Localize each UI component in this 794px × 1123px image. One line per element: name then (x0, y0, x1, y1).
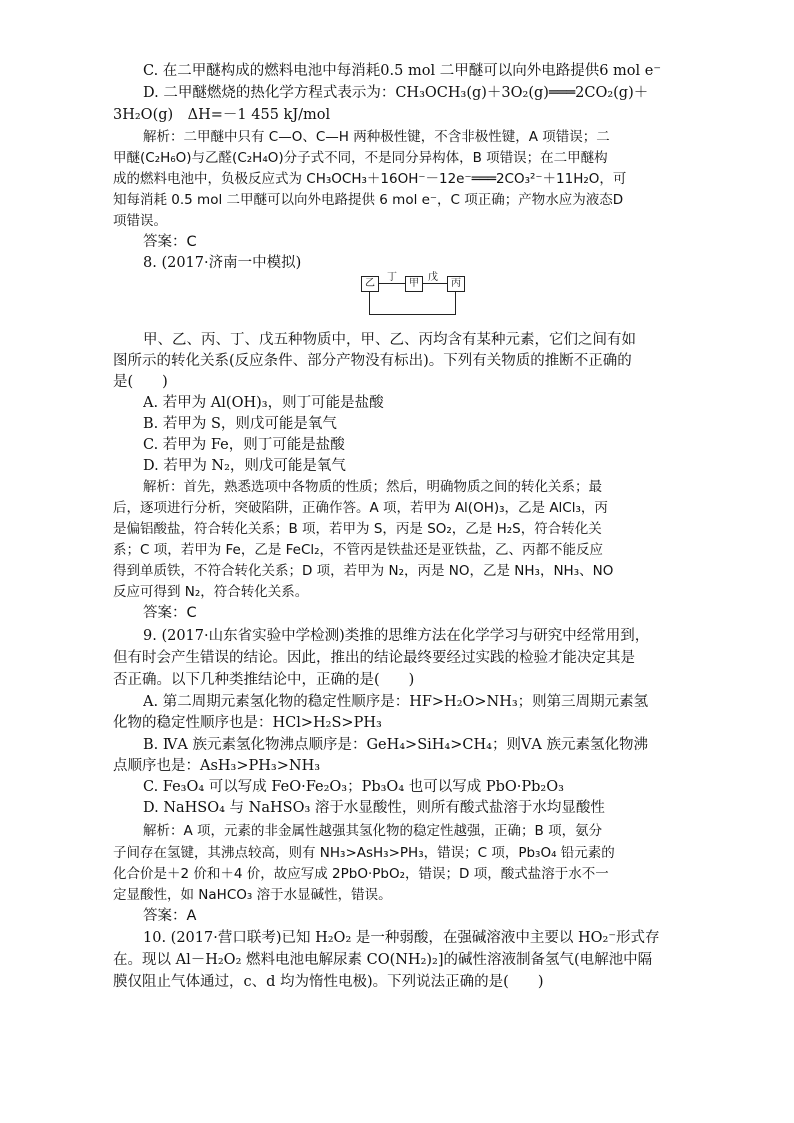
connector-bottom (369, 314, 456, 315)
option-c: C. Fe₃O₄ 可以写成 FeO·Fe₂O₃；Pb₃O₄ 也可以写成 PbO·Pb₂O₃ (143, 779, 564, 795)
option-a: A. 第二周期元素氢化物的稳定性顺序是：HF>H₂O>NH₃；则第三周期元素氢 (143, 694, 649, 710)
explanation-line: 反应可得到 N₂，符合转化关系。 (113, 584, 309, 600)
explanation-line: 定显酸性，如 NaHCO₃ 溶于水显碱性，错误。 (113, 887, 392, 903)
option-b: B. 若甲为 S，则戊可能是氧气 (143, 416, 337, 432)
explanation-line: 成的燃料电池中，负极反应式为 CH₃OCH₃＋16OH⁻－12e⁻═══2CO₃²⁻＋11H₂O，可 (113, 171, 627, 187)
option-b-continuation: 点顺序也是：AsH₃>PH₃>NH₃ (113, 758, 321, 774)
option-b: B. ⅣA 族元素氢化物沸点顺序是：GeH₄>SiH₄>CH₄；则ⅤA 族元素氢化物沸 (143, 737, 648, 753)
option-d-continuation: 3H₂O(g) ΔH=－1 455 kJ/mol (113, 107, 331, 123)
question-8-header: 8. (2017·济南一中模拟) (143, 255, 302, 271)
option-d: D. NaHSO₄ 与 NaHSO₃ 溶于水显酸性，则所有酸式盐溶于水均显酸性 (143, 800, 605, 816)
question-text: 是( ) (113, 374, 168, 390)
question-text: 否正确。以下几种类推结论中，正确的是( ) (113, 672, 415, 688)
arrow-jia-to-bing (423, 283, 447, 284)
explanation-line: 是偏铝酸盐，符合转化关系；B 项，若甲为 S，丙是 SO₂，乙是 H₂S，符合转化关 (113, 521, 602, 537)
question-text: 在。现以 Al－H₂O₂ 燃料电池电解尿素 CO(NH₂)₂]的碱性溶液制备氢气(电解池中隔 (113, 952, 653, 968)
question-text: 图所示的转化关系(反应条件、部分产物没有标出)。下列有关物质的推断不正确的 (113, 353, 632, 369)
explanation-line: 化合价是＋2 价和＋4 价，故应写成 2PbO·PbO₂，错误；D 项，酸式盐溶于水不一 (113, 866, 609, 882)
connector-left (369, 292, 370, 314)
node-bing: 丙 (447, 276, 465, 292)
question-text: 但有时会产生错误的结论。因此，推出的结论最终要经过实践的检验才能决定其是 (113, 650, 635, 666)
connector-right (455, 292, 456, 314)
arrow-jia-to-yi (379, 283, 405, 284)
explanation-line: 解析：A 项，元素的非金属性越强其氢化物的稳定性越强，正确；B 项，氨分 (143, 823, 603, 839)
explanation-line: 得到单质铁，不符合转化关系；D 项，若甲为 N₂，丙是 NO，乙是 NH₃，NH₃、NO (113, 563, 614, 579)
answer-line: 答案：C (143, 605, 197, 621)
explanation-line: 系；C 项，若甲为 Fe，乙是 FeCl₂，不管丙是铁盐还是亚铁盐，乙、丙都不能反应 (113, 542, 604, 558)
option-a: A. 若甲为 Al(OH)₃，则丁可能是盐酸 (143, 395, 384, 411)
option-c: C. 若甲为 Fe，则丁可能是盐酸 (143, 437, 345, 453)
explanation-line: 解析：首先，熟悉选项中各物质的性质；然后，明确物质之间的转化关系；最 (143, 479, 602, 495)
explanation-line: 后，逐项进行分析，突破陷阱，正确作答。A 项，若甲为 Al(OH)₃，乙是 AlCl₃，丙 (113, 500, 608, 516)
conversion-diagram (359, 270, 467, 316)
answer-line: 答案：A (143, 908, 197, 924)
option-c-line: C. 在二甲醚构成的燃料电池中每消耗0.5 mol 二甲醚可以向外电路提供6 mol e⁻ (143, 63, 661, 79)
question-9-header: 9. (2017·山东省实验中学检测)类推的思维方法在化学学习与研究中经常用到， (143, 628, 650, 644)
question-text: 膜仅阻止气体通过，c、d 均为惰性电极)。下列说法正确的是( ) (113, 974, 544, 990)
explanation-line: 解析：二甲醚中只有 C—O、C—H 两种极性键，不含非极性键，A 项错误；二 (143, 129, 610, 145)
explanation-line: 子间存在氢键，其沸点较高，则有 NH₃>AsH₃>PH₃，错误；C 项，Pb₃O₄ 铅元素的 (113, 845, 615, 861)
explanation-line: 项错误。 (113, 213, 167, 229)
node-jia: 甲 (405, 276, 423, 292)
option-a-continuation: 化物的稳定性顺序也是：HCl>H₂S>PH₃ (113, 715, 382, 731)
answer-line: 答案：C (143, 234, 197, 250)
explanation-line: 甲醚(C₂H₆O)与乙醛(C₂H₄O)分子式不同，不是同分异构体，B 项错误；在二甲醚构 (113, 150, 608, 166)
option-d: D. 若甲为 N₂，则戊可能是氧气 (143, 458, 346, 474)
node-yi: 乙 (361, 276, 379, 292)
arrow-label-ding: 丁 (387, 272, 397, 283)
option-d-line: D. 二甲醚燃烧的热化学方程式表示为：CH₃OCH₃(g)＋3O₂(g)═══2CO₂(g)＋ (143, 85, 649, 101)
explanation-line: 知每消耗 0.5 mol 二甲醚可以向外电路提供 6 mol e⁻，C 项正确；产物水应为液态D (113, 192, 624, 208)
question-text: 甲、乙、丙、丁、戊五种物质中，甲、乙、丙均含有某种元素，它们之间有如 (143, 332, 636, 348)
arrow-label-wu: 戊 (428, 272, 438, 283)
question-10-header: 10. (2017·营口联考)已知 H₂O₂ 是一种弱酸，在强碱溶液中主要以 HO₂⁻形式存 (143, 930, 660, 946)
